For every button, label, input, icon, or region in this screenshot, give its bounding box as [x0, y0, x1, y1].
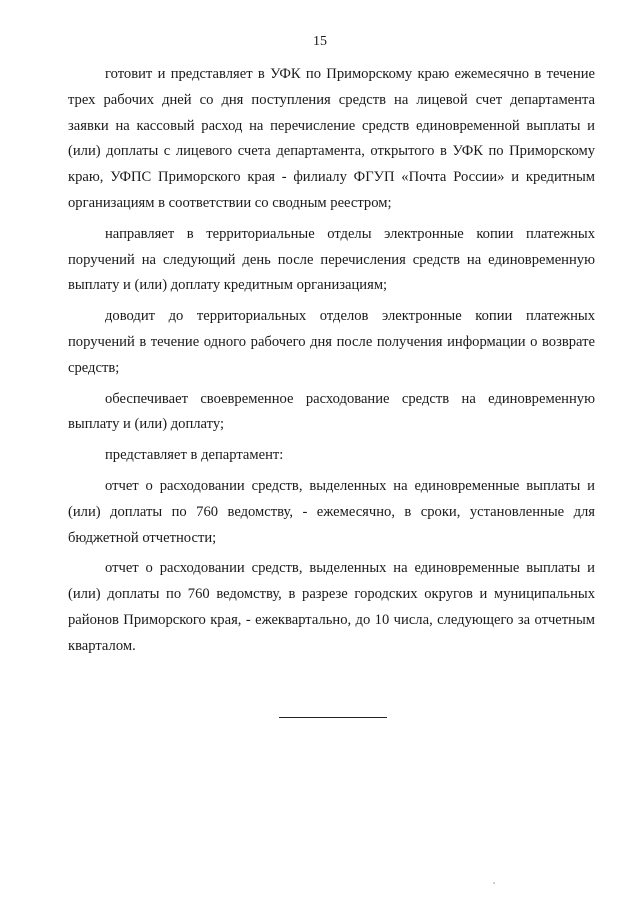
- paragraph-ensures-spending: обеспечивает своевременное расходование средств на единовременную выплату и (или) доплату;: [68, 390, 595, 433]
- scan-speck: [493, 882, 495, 884]
- end-separator-line: [279, 717, 387, 718]
- paragraph-sends-copies: направляет в территориальные отделы электронные копии платежных поручений на следующий день после перечисления средств на единовременную выплату и (или) доплату кредитным организациям;: [68, 225, 595, 294]
- paragraph-monthly-report: отчет о расходовании средств, выделенных на единовременные выплаты и (или) доплаты по 760 ведомству, - ежемесячно, в сроки, установленные для бюджетной отчетности;: [68, 477, 595, 546]
- paragraph-quarterly-report: отчет о расходовании средств, выделенных на единовременные выплаты и (или) доплаты по 760 ведомству, в разрезе городских округов и муниципальных районов Приморского края, - ежеквартально, до 10 числа, следующего за отчетным кварталом.: [68, 560, 595, 654]
- paragraph-submits-to-department: представляет в департамент:: [105, 447, 284, 464]
- document-body: [68, 62, 595, 665]
- page-number: 15: [313, 34, 327, 49]
- paragraph-submits-requests: готовит и представляет в УФК по Приморскому краю ежемесячно в течение трех рабочих дней со дня поступления средств на лицевой счет департамента заявки на кассовый расход на перечисление средств единовременной выплаты и (или) доплаты с лицевого счета департамента, открытого в УФК по Приморскому краю, УФПС Приморского края - филиалу ФГУП «Почта России» и кредитным организациям в соответствии со сводным реестром;: [68, 66, 595, 211]
- paragraph-delivers-copies: доводит до территориальных отделов электронные копии платежных поручений в течение одного рабочего дня после получения информации о возврате средств;: [68, 308, 595, 376]
